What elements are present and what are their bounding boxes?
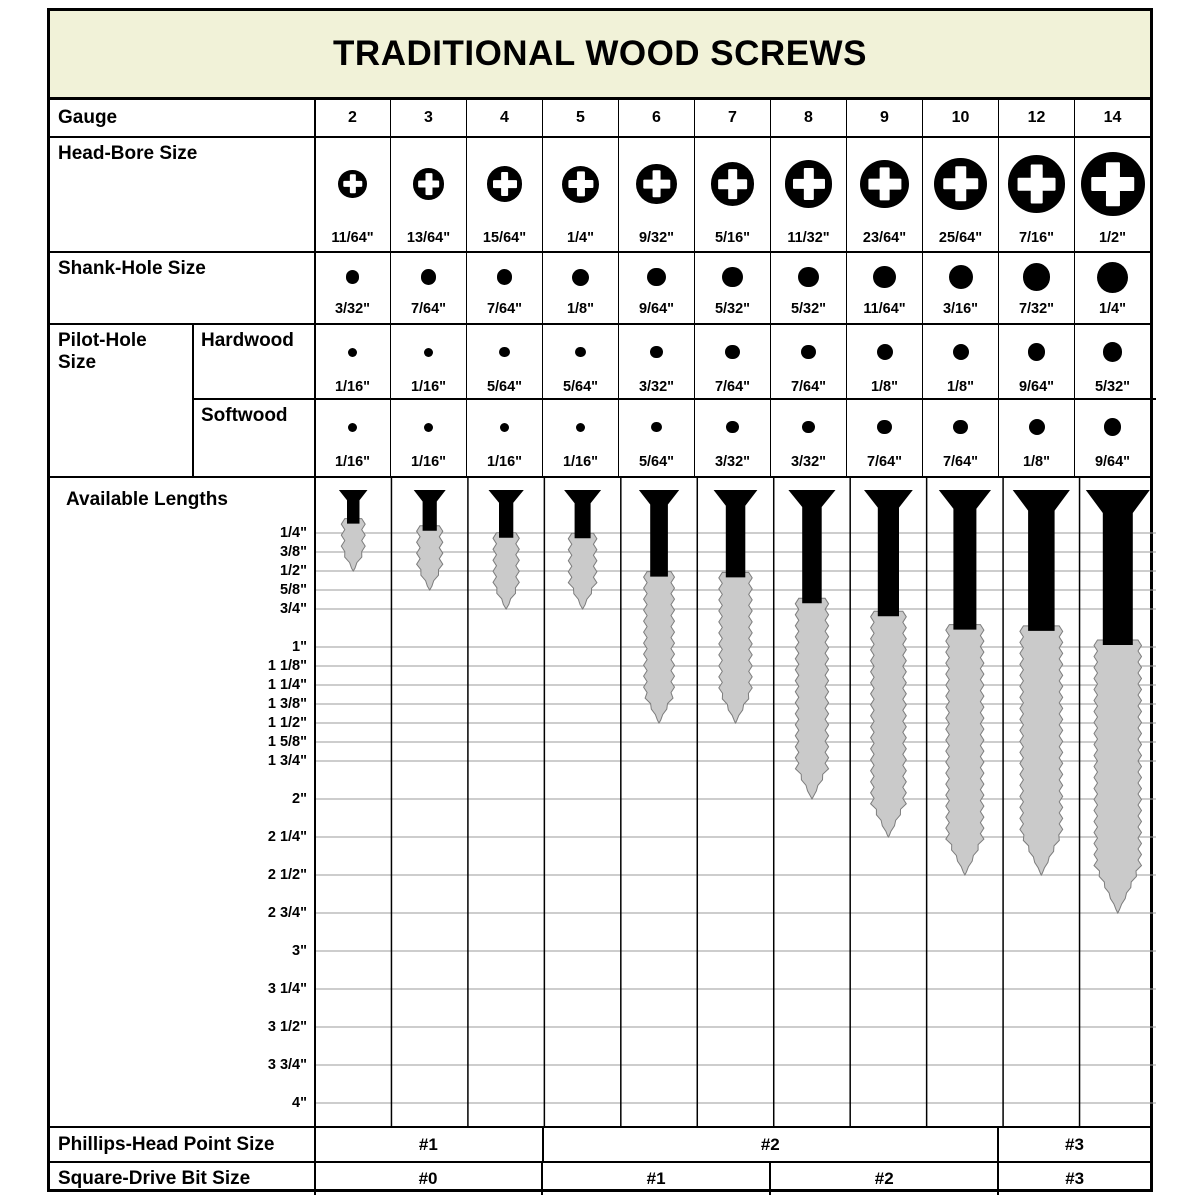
gauge-column-header: 9 [846, 100, 922, 136]
screw-head-and-shank [714, 490, 758, 577]
length-scale-label: 1 3/4" [267, 753, 307, 769]
pilot-hardwood-size-value: 1/16" [410, 379, 447, 395]
pilot-softwood-icon [1104, 418, 1122, 436]
pilot-sub-divider [192, 325, 194, 478]
phillips-point-size-span [315, 1128, 542, 1161]
shank-hole-size-value: 1/4" [1098, 301, 1127, 317]
pilot-hardwood-size-value: 3/32" [638, 379, 675, 395]
pilot-softwood-icon [576, 423, 585, 432]
shank-hole-cell [1074, 253, 1150, 323]
head-bore-cell [922, 138, 998, 251]
square-drive-size-span [997, 1163, 1150, 1195]
gauge-column-header: 12 [998, 100, 1074, 136]
screw-thread [1094, 640, 1142, 913]
length-scale-label: 3 1/2" [267, 1019, 307, 1035]
shank-hole-cell [922, 253, 998, 323]
square-drive-size-span [769, 1163, 997, 1195]
head-bore-cell [694, 138, 770, 251]
shank-hole-cell [694, 253, 770, 323]
pilot-softwood-size-value: 1/16" [486, 454, 523, 470]
shank-hole-size-value: 3/16" [942, 301, 979, 317]
phillips-head-icon [562, 166, 599, 203]
screw-head-and-shank [564, 490, 601, 538]
shank-hole-size-value: 1/8" [566, 301, 595, 317]
label-column-divider [314, 100, 316, 1195]
gauge-column-header: 8 [770, 100, 846, 136]
shank-hole-icon [572, 269, 589, 286]
shank-hole-icon [421, 269, 436, 284]
pilot-hardwood-cell [998, 325, 1074, 400]
phillips-point-size-value: #2 [760, 1134, 780, 1154]
phillips-head-icon [711, 162, 755, 206]
pilot-softwood-cell [922, 400, 998, 476]
head-bore-size-value: 23/64" [862, 230, 907, 246]
pilot-hardwood-icon [1103, 342, 1123, 362]
screw-thread [417, 526, 443, 590]
shank-hole-cell [542, 253, 618, 323]
pilot-softwood-icon [651, 422, 662, 433]
pilot-softwood-cell [694, 400, 770, 476]
head-bore-size-value: 25/64" [938, 230, 983, 246]
phillips-head-icon [338, 170, 367, 199]
pilot-hardwood-size-value: 1/8" [870, 379, 899, 395]
available-lengths-label: Available Lengths [66, 489, 228, 510]
pilot-softwood-icon [1029, 419, 1045, 435]
shank-hole-size-value: 11/64" [863, 301, 906, 317]
head-bore-cell [542, 138, 618, 251]
head-bore-size-value: 9/32" [638, 230, 675, 246]
head-bore-size-value: 11/32" [787, 230, 830, 246]
pilot-softwood-icon [500, 423, 509, 432]
pilot-hardwood-icon [348, 348, 357, 357]
phillips-point-size-spans [315, 1128, 1150, 1161]
pilot-softwood-cell [1074, 400, 1150, 476]
shank-hole-size-value: 7/64" [410, 301, 447, 317]
gauge-column-header: 14 [1074, 100, 1150, 136]
length-scale-label: 1 3/8" [267, 696, 307, 712]
gauge-column-header: 6 [618, 100, 694, 136]
available-lengths-row [50, 478, 1150, 1128]
screw-head-and-shank [339, 490, 368, 524]
screw-thread [871, 611, 907, 837]
pilot-softwood-size-value: 1/16" [334, 454, 371, 470]
phillips-cross-icon [568, 180, 593, 188]
gauge-column-header: 4 [466, 100, 542, 136]
gauge-row-label: Gauge [58, 107, 118, 128]
pilot-softwood-icon [726, 421, 739, 434]
shank-hole-size-value: 9/64" [638, 301, 675, 317]
screw-head-and-shank [1013, 490, 1070, 631]
gauge-column-header: 7 [694, 100, 770, 136]
square-drive-size-span [315, 1163, 541, 1195]
shank-hole-row [50, 253, 1150, 325]
screw-length-diagram [315, 478, 1156, 1128]
screw-thread [795, 598, 828, 799]
length-scale-label: 2 1/2" [267, 867, 307, 883]
screw-thread [1020, 626, 1063, 875]
pilot-softwood-size-value: 9/64" [1094, 454, 1131, 470]
pilot-softwood-size-value: 3/32" [790, 454, 827, 470]
head-bore-columns [315, 138, 1150, 251]
screw-head-and-shank [1086, 490, 1150, 645]
pilot-hardwood-size-value: 1/8" [946, 379, 975, 395]
pilot-softwood-size-value: 3/32" [714, 454, 751, 470]
shank-hole-icon [873, 266, 895, 288]
pilot-hardwood-icon [801, 345, 815, 359]
screw-thread [568, 533, 597, 609]
shank-hole-icon [949, 265, 973, 289]
pilot-hardwood-icon [499, 347, 510, 358]
phillips-cross-icon [792, 179, 824, 189]
screw-thread [341, 519, 365, 571]
chart-title: TRADITIONAL WOOD SCREWS [333, 34, 867, 73]
pilot-softwood-cell [542, 400, 618, 476]
shank-hole-icon [647, 268, 666, 287]
phillips-point-size-span [542, 1128, 997, 1161]
phillips-head-icon [487, 166, 522, 201]
phillips-cross-icon [718, 179, 748, 189]
square-drive-size-value: #3 [1065, 1169, 1085, 1188]
shank-hole-icon [1097, 262, 1128, 293]
head-bore-size-value: 1/4" [566, 230, 595, 246]
phillips-head-icon [785, 160, 832, 207]
pilot-softwood-size-value: 5/64" [638, 454, 675, 470]
head-bore-size-value: 11/64" [331, 230, 374, 246]
pilot-hole-size-label: Pilot-Hole Size [58, 330, 147, 373]
pilot-hardwood-cell [466, 325, 542, 400]
pilot-hardwood-cell [315, 325, 390, 400]
shank-hole-cell [390, 253, 466, 323]
pilot-hardwood-icon [424, 348, 433, 357]
length-scale-label: 2" [292, 791, 307, 807]
length-scale-label: 1 1/8" [267, 658, 307, 674]
screw-head-and-shank [414, 490, 446, 531]
shank-hole-icon [346, 270, 360, 284]
length-scale-label: 1/4" [279, 525, 307, 541]
pilot-softwood-cell [998, 400, 1074, 476]
shank-hole-columns [315, 253, 1150, 323]
head-bore-cell [1074, 138, 1150, 251]
screw-head-and-shank [788, 490, 835, 603]
pilot-softwood-size-value: 7/64" [866, 454, 903, 470]
softwood-label: Softwood [201, 405, 288, 426]
head-bore-cell [618, 138, 694, 251]
shank-hole-icon [798, 267, 819, 288]
pilot-softwood-size-value: 7/64" [942, 454, 979, 470]
head-bore-cell [998, 138, 1074, 251]
pilot-hardwood-size-value: 7/64" [790, 379, 827, 395]
pilot-softwood-icon [802, 421, 815, 434]
pilot-softwood-cell [846, 400, 922, 476]
hardwood-columns [315, 325, 1150, 400]
length-scale-label: 1/2" [279, 563, 307, 579]
shank-hole-cell [846, 253, 922, 323]
length-scale-label: 3 3/4" [267, 1057, 307, 1073]
screw-thread [719, 572, 752, 723]
phillips-point-size-label: Phillips-Head Point Size [58, 1133, 275, 1155]
length-scale-label: 3" [292, 943, 307, 959]
square-drive-bit-size-spans [315, 1163, 1150, 1195]
shank-hole-cell [466, 253, 542, 323]
phillips-point-size-value: #1 [418, 1134, 438, 1154]
gauge-row [50, 100, 1150, 138]
gauge-columns [315, 100, 1150, 136]
length-scale-label: 4" [292, 1095, 307, 1111]
screw-head-and-shank [489, 490, 524, 538]
pilot-softwood-icon [877, 420, 891, 434]
length-scale-label: 3 1/4" [267, 981, 307, 997]
length-scale-label: 1 1/4" [267, 677, 307, 693]
pilot-hardwood-size-value: 7/64" [714, 379, 751, 395]
shank-hole-size-value: 7/64" [486, 301, 523, 317]
phillips-cross-icon [943, 178, 978, 189]
shank-hole-size-value: 3/32" [334, 301, 371, 317]
pilot-softwood-cell [770, 400, 846, 476]
pilot-hardwood-icon [953, 344, 969, 360]
pilot-hardwood-size-value: 5/32" [1094, 379, 1131, 395]
pilot-hardwood-cell [846, 325, 922, 400]
pilot-softwood-size-value: 1/16" [562, 454, 599, 470]
shank-hole-size-value: 5/32" [714, 301, 751, 317]
phillips-cross-icon [343, 181, 362, 187]
pilot-softwood-cell [315, 400, 390, 476]
head-bore-size-value: 5/16" [714, 230, 751, 246]
phillips-cross-icon [868, 179, 901, 190]
pilot-hardwood-icon [650, 346, 663, 359]
length-scale-label: 3/4" [279, 601, 307, 617]
shank-hole-size-value: 7/32" [1018, 301, 1055, 317]
softwood-columns [315, 400, 1150, 476]
phillips-head-icon [860, 160, 909, 209]
phillips-cross-icon [1091, 177, 1135, 191]
hardwood-softwood-divider [192, 398, 1156, 400]
pilot-softwood-cell [466, 400, 542, 476]
shank-hole-size-value: 5/32" [790, 301, 827, 317]
hardwood-label: Hardwood [201, 330, 294, 351]
pilot-softwood-icon [424, 423, 433, 432]
screw-thread [946, 625, 984, 875]
phillips-head-icon [413, 168, 445, 200]
screw-head-and-shank [864, 490, 913, 616]
shank-hole-cell [618, 253, 694, 323]
square-drive-bit-size-row [50, 1163, 1150, 1195]
shank-hole-icon [497, 269, 512, 284]
head-bore-row-label: Head-Bore Size [58, 143, 198, 164]
phillips-cross-icon [418, 180, 440, 187]
square-drive-size-value: #2 [874, 1169, 894, 1188]
head-bore-cell [846, 138, 922, 251]
title-bar [50, 11, 1150, 100]
pilot-softwood-icon [348, 423, 357, 432]
gauge-column-header: 5 [542, 100, 618, 136]
head-bore-size-value: 15/64" [482, 230, 527, 246]
pilot-hole-hardwood-row [50, 325, 1150, 400]
pilot-hardwood-cell [618, 325, 694, 400]
pilot-hardwood-cell [390, 325, 466, 400]
pilot-hardwood-cell [770, 325, 846, 400]
head-bore-cell [390, 138, 466, 251]
pilot-hardwood-cell [542, 325, 618, 400]
pilot-hardwood-icon [877, 344, 893, 360]
square-drive-size-value: #0 [418, 1169, 438, 1188]
screw-thread [493, 533, 519, 609]
head-bore-row [50, 138, 1150, 253]
square-drive-size-span [541, 1163, 769, 1195]
shank-hole-cell [315, 253, 390, 323]
pilot-hardwood-size-value: 9/64" [1018, 379, 1055, 395]
square-drive-bit-size-label: Square-Drive Bit Size [58, 1168, 251, 1189]
square-drive-size-value: #1 [646, 1169, 666, 1188]
pilot-hardwood-icon [725, 345, 739, 359]
length-scale-label: 1" [292, 639, 307, 655]
head-bore-cell [315, 138, 390, 251]
pilot-hardwood-size-value: 1/16" [334, 379, 371, 395]
phillips-cross-icon [493, 180, 517, 188]
pilot-hardwood-cell [694, 325, 770, 400]
phillips-point-size-span [997, 1128, 1150, 1161]
head-bore-size-value: 7/16" [1018, 230, 1055, 246]
pilot-hole-softwood-row [50, 400, 1150, 478]
pilot-softwood-icon [953, 420, 967, 434]
head-bore-cell [770, 138, 846, 251]
pilot-hardwood-size-value: 5/64" [562, 379, 599, 395]
pilot-softwood-size-value: 1/8" [1022, 454, 1051, 470]
shank-hole-cell [770, 253, 846, 323]
pilot-hardwood-cell [1074, 325, 1150, 400]
length-scale-label: 1 5/8" [267, 734, 307, 750]
pilot-hardwood-icon [575, 347, 586, 358]
phillips-head-icon [1008, 155, 1065, 212]
gauge-column-header: 2 [348, 109, 357, 126]
head-bore-size-value: 1/2" [1098, 230, 1127, 246]
pilot-softwood-cell [618, 400, 694, 476]
phillips-point-size-row [50, 1128, 1150, 1163]
phillips-cross-icon [1017, 178, 1056, 191]
wood-screw-chart [47, 8, 1153, 1192]
shank-hole-cell [998, 253, 1074, 323]
phillips-head-icon [1081, 152, 1145, 216]
available-lengths-label-cell [50, 478, 315, 1126]
length-scale-label: 1 1/2" [267, 715, 307, 731]
phillips-point-size-value: #3 [1064, 1134, 1084, 1154]
pilot-hardwood-icon [1028, 343, 1046, 361]
pilot-softwood-size-value: 1/16" [410, 454, 447, 470]
pilot-hardwood-size-value: 5/64" [486, 379, 523, 395]
shank-hole-row-label: Shank-Hole Size [58, 258, 206, 279]
gauge-column-header: 10 [922, 100, 998, 136]
phillips-head-icon [636, 164, 676, 204]
screw-thread [644, 572, 675, 723]
length-scale-label: 2 3/4" [267, 905, 307, 921]
length-scale-label: 2 1/4" [267, 829, 307, 845]
pilot-softwood-cell [390, 400, 466, 476]
length-scale-label: 3/8" [279, 544, 307, 560]
length-scale-label: 5/8" [279, 582, 307, 598]
head-bore-size-value: 13/64" [406, 230, 451, 246]
phillips-head-icon [934, 158, 986, 210]
head-bore-cell [466, 138, 542, 251]
shank-hole-icon [1023, 263, 1051, 291]
phillips-cross-icon [643, 180, 670, 189]
gauge-column-header: 3 [390, 100, 466, 136]
pilot-hardwood-cell [922, 325, 998, 400]
shank-hole-icon [722, 267, 743, 288]
